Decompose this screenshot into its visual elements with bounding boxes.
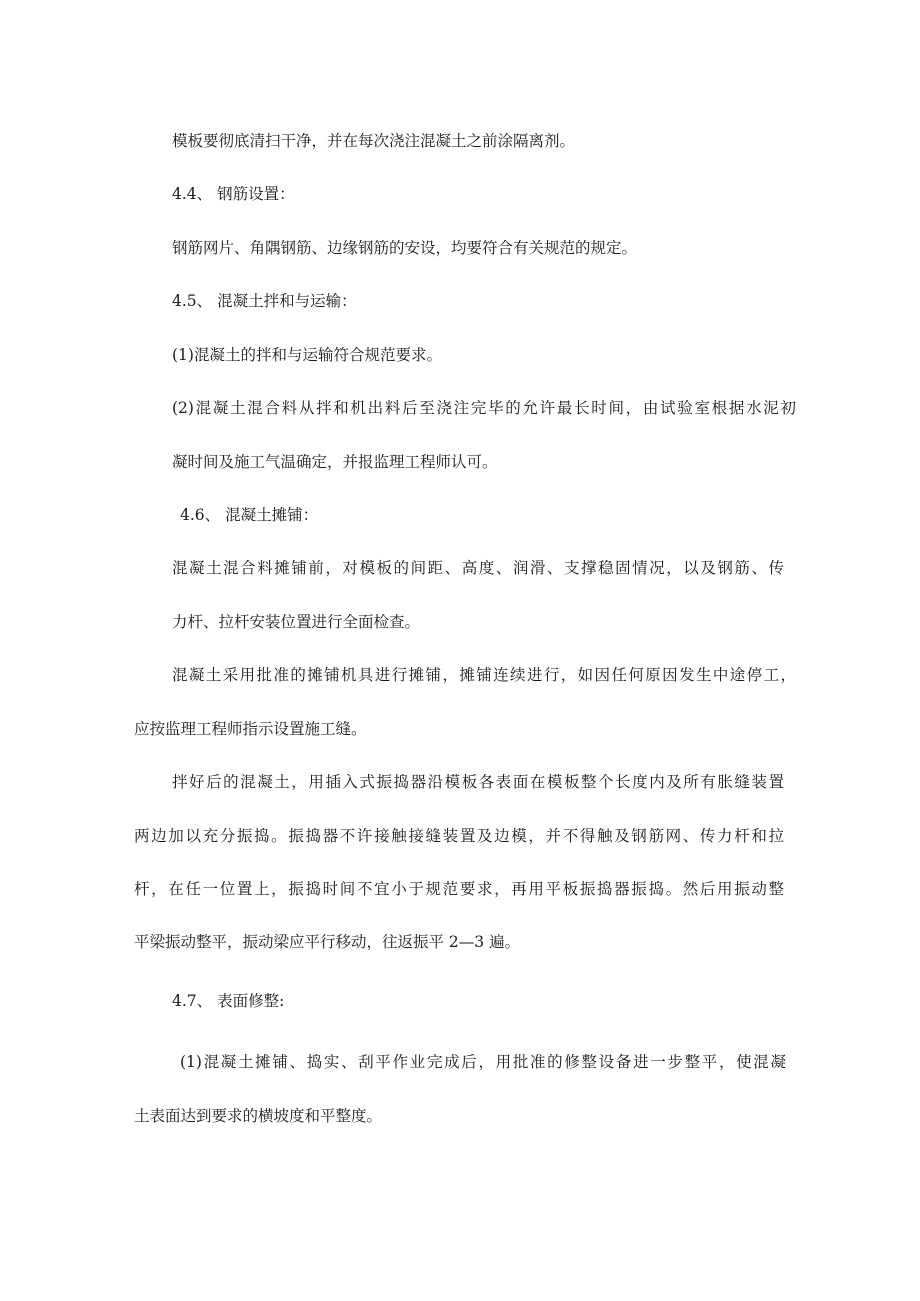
item-2-mixing-time-line-2: 凝时间及施工气温确定，并报监理工程师认可。 xyxy=(172,453,498,471)
paragraph-vibration-line-1: 拌好后的混凝土，用插入式振捣器沿模板各表面在模板整个长度内及所有胀缝装置 xyxy=(172,773,784,791)
paragraph-pre-paving-check-line-1: 混凝土混合料摊铺前，对模板的间距、高度、润滑、支撑稳固情况，以及钢筋、传 xyxy=(172,559,784,577)
paragraph-pre-paving-check-line-2: 力杆、拉杆安装位置进行全面检查。 xyxy=(172,613,421,631)
paragraph-paving-equipment-line-2: 应按监理工程师指示设置施工缝。 xyxy=(134,720,367,738)
paragraph-formwork-cleaning: 模板要彻底清扫干净，并在每次浇注混凝土之前涂隔离剂。 xyxy=(172,132,576,150)
item-2-mixing-time-line-1: (2)混凝土混合料从拌和机出料后至浇注完毕的允许最长时间，由试验室根据水泥初 xyxy=(172,399,796,417)
item-1-surface-finishing-line-1: (1)混凝土摊铺、捣实、刮平作业完成后，用批准的修整设备进一步整平，使混凝 xyxy=(180,1053,786,1071)
heading-4-4-rebar: 4.4、 钢筋设置： xyxy=(172,185,295,203)
heading-4-6-paving: 4.6、 混凝土摊铺： xyxy=(180,506,319,524)
paragraph-paving-equipment-line-1: 混凝土采用批准的摊铺机具进行摊铺，摊铺连续进行，如因任何原因发生中途停工， xyxy=(172,666,796,684)
paragraph-vibration-line-3: 杆，在任一位置上，振捣时间不宜小于规范要求，再用平板振捣器振捣。然后用振动整 xyxy=(134,880,784,898)
paragraph-vibration-line-4: 平梁振动整平，振动梁应平行移动，往返振平 2—3 遍。 xyxy=(134,933,521,951)
paragraph-vibration-line-2: 两边加以充分振捣。振捣器不许接触接缝装置及边模，并不得触及钢筋网、传力杆和拉 xyxy=(134,827,784,845)
item-1-surface-finishing-line-2: 土表面达到要求的横坡度和平整度。 xyxy=(134,1107,383,1125)
heading-4-7-surface-finishing: 4.7、 表面修整: xyxy=(172,992,285,1010)
heading-4-5-mixing-transport: 4.5、 混凝土拌和与运输： xyxy=(172,292,357,310)
paragraph-rebar-installation: 钢筋网片、角隅钢筋、边缘钢筋的安设，均要符合有关规范的规定。 xyxy=(172,239,638,257)
item-1-mixing-requirement: (1)混凝土的拌和与运输符合规范要求。 xyxy=(172,346,442,364)
